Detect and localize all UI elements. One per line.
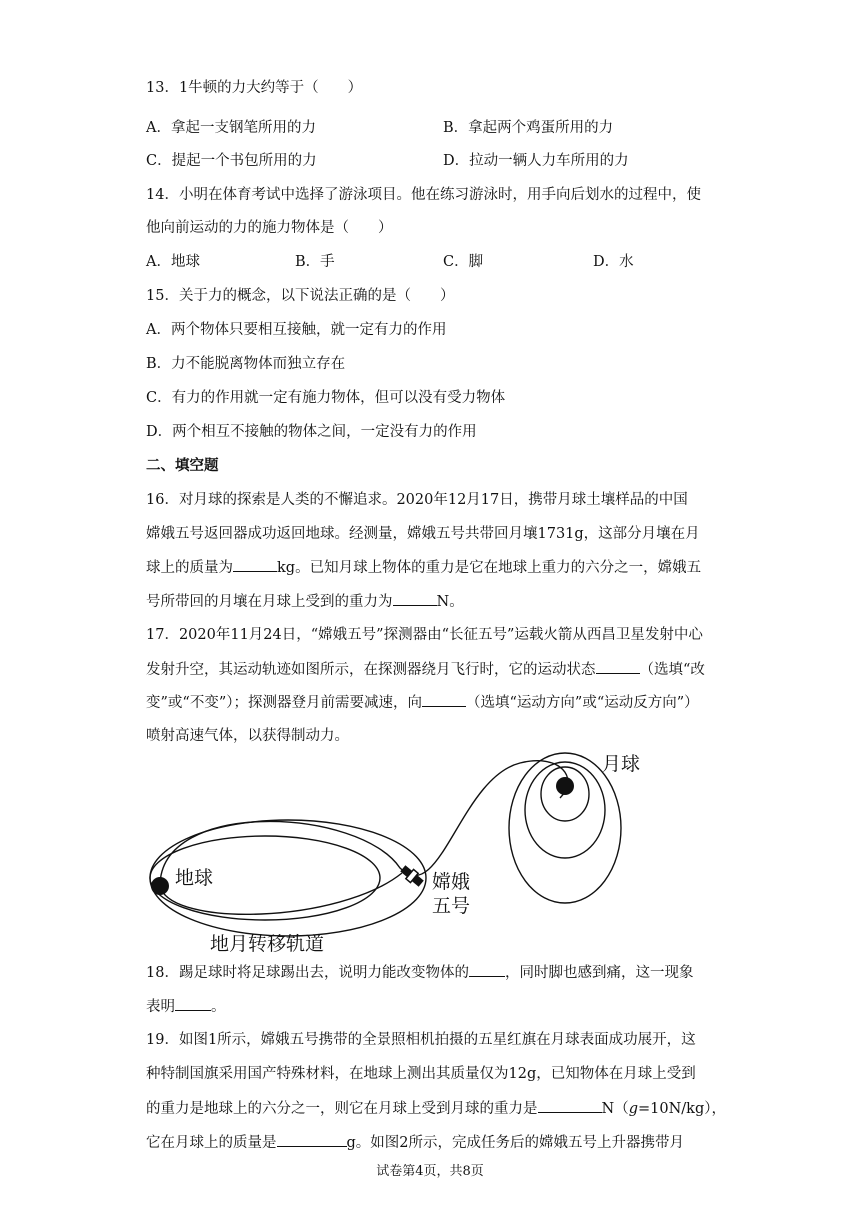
q18-line2 — [146, 996, 226, 1017]
moon-orbit-outer — [509, 753, 621, 903]
earth-label: 地球 — [175, 867, 214, 889]
q19-line4 — [146, 1132, 684, 1153]
q14-option-a: A．地球 — [146, 254, 200, 270]
q19-line3 — [146, 1098, 726, 1119]
q16-line4 — [146, 591, 464, 612]
answer-blank[interactable] — [277, 1132, 347, 1147]
q16-line3-text-a: 球上的质量为 — [146, 560, 233, 576]
answer-blank[interactable] — [233, 557, 277, 572]
answer-blank[interactable] — [422, 692, 466, 707]
q16-line3-text-b: kg。已知月球上物体的重力是它在地球上重力的六分之一，嫦娥五 — [277, 560, 702, 576]
moon-dot — [556, 777, 574, 795]
q15-stem: 15．关于力的概念，以下说法正确的是（ ） — [146, 288, 455, 304]
q14-option-b: B．手 — [295, 254, 335, 270]
earth-moon-orbit-figure — [140, 748, 660, 958]
answer-blank[interactable] — [596, 659, 640, 674]
probe-label-2: 五号 — [432, 895, 471, 917]
moon-label: 月球 — [602, 753, 641, 775]
answer-blank[interactable] — [538, 1098, 602, 1113]
q16-line3 — [146, 557, 701, 578]
q16-line1: 16．对月球的探索是人类的不懈追求。2020年12月17日，携带月球土壤样品的中国 — [146, 492, 688, 508]
q13-stem: 13．1牛顿的力大约等于（ ） — [146, 80, 363, 96]
q19-g-symbol: g — [628, 1101, 638, 1117]
page-footer: 试卷第4页，共8页 — [376, 1164, 484, 1179]
answer-blank[interactable] — [175, 996, 211, 1011]
q17-line2 — [146, 659, 705, 680]
section-heading: 二、填空题 — [146, 457, 219, 474]
q17-line3-text-a: 变”或“不变”）；探测器登月前需要减速，向 — [146, 695, 422, 711]
answer-blank[interactable] — [393, 591, 437, 606]
probe-label-1: 嫦娥 — [432, 871, 471, 893]
q14-stem-line1: 14．小明在体育考试中选择了游泳项目。他在练习游泳时，用手向后划水的过程中，使 — [146, 187, 701, 203]
earth-dot — [151, 877, 169, 895]
q17-line3 — [146, 692, 699, 713]
q13-option-c: C．提起一个书包所用的力 — [146, 153, 317, 169]
moon-orbit-middle — [525, 762, 605, 858]
satellite-icon — [399, 864, 425, 889]
q14-option-c: C．脚 — [443, 254, 484, 270]
q17-line4: 喷射高速气体，以获得制动力。 — [146, 728, 349, 744]
q19-line3-text-b: N（ — [601, 1101, 629, 1117]
q15-option-b: B．力不能脱离物体而独立存在 — [146, 356, 346, 372]
q15-option-d: D．两个相互不接触的物体之间，一定没有力的作用 — [146, 424, 477, 440]
q14-stem-line2: 他向前运动的力的施力物体是（ ） — [146, 220, 393, 236]
q13-option-b: B．拿起两个鸡蛋所用的力 — [443, 120, 614, 136]
answer-blank[interactable] — [469, 962, 505, 977]
q18-line2-text-a: 表明 — [146, 999, 175, 1015]
q16-line4-text-b: N。 — [436, 594, 464, 610]
q13-option-d: D．拉动一辆人力车所用的力 — [443, 153, 629, 169]
q19-line4-text-a: 它在月球上的质量是 — [146, 1135, 277, 1151]
q15-option-c: C．有力的作用就一定有施力物体，但可以没有受力物体 — [146, 390, 506, 406]
q18-line1-text-b: ，同时脚也感到痛，这一现象 — [504, 965, 694, 981]
q18-line2-text-b: 。 — [211, 999, 226, 1015]
q13-option-a: A．拿起一支钢笔所用的力 — [146, 120, 316, 136]
moon-orbits — [509, 753, 621, 903]
q18-line1 — [146, 962, 693, 983]
q15-option-a: A．两个物体只要相互接触，就一定有力的作用 — [146, 322, 447, 338]
q19-line2: 种特制国旗采用国产特殊材料，在地球上测出其质量仅为12g，已知物体在月球上受到 — [146, 1066, 696, 1082]
q17-line2-text-b: （选填“改 — [639, 662, 705, 678]
q17-line2-text-a: 发射升空，其运动轨迹如图所示，在探测器绕月飞行时，它的运动状态 — [146, 662, 596, 678]
q18-line1-text-a: 18．踢足球时将足球踢出去，说明力能改变物体的 — [146, 965, 469, 981]
q17-line3-text-b: （选填“运动方向”或“运动反方向”） — [466, 695, 699, 711]
q17-line1: 17．2020年11月24日，“嫦娥五号”探测器由“长征五号”运载火箭从西昌卫星发射中心 — [146, 627, 703, 643]
q14-option-d: D．水 — [593, 254, 634, 270]
transfer-trajectory — [160, 761, 568, 886]
q19-line3-text-c: =10N/kg）， — [637, 1101, 726, 1117]
q16-line2: 嫦娥五号返回器成功返回地球。经测量，嫦娥五号共带回月壤1731g，这部分月壤在月 — [146, 526, 700, 542]
earth-orbits — [150, 761, 568, 936]
transfer-orbit-label: 地月转移轨道 — [210, 933, 325, 955]
q19-line1: 19．如图1所示，嫦娥五号携带的全景照相机拍摄的五星红旗在月球表面成功展开，这 — [146, 1032, 696, 1048]
q16-line4-text-a: 号所带回的月壤在月球上受到的重力为 — [146, 594, 393, 610]
q19-line3-text-a: 的重力是地球上的六分之一，则它在月球上受到月球的重力是 — [146, 1101, 538, 1117]
q19-line4-text-b: g。如图2所示，完成任务后的嫦娥五号上升器携带月 — [346, 1135, 685, 1151]
